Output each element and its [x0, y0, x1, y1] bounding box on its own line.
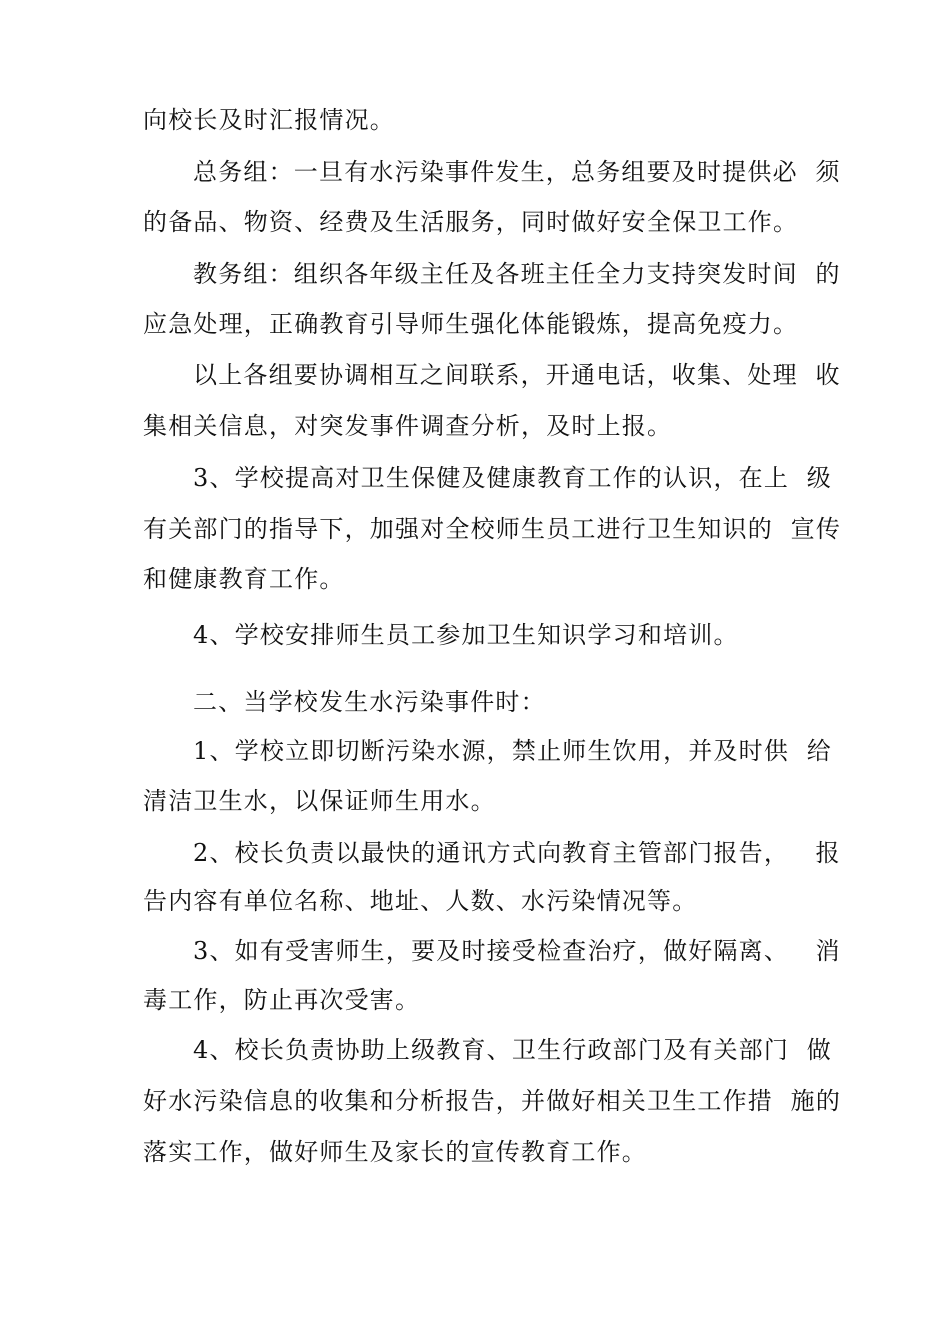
text-line: 毒工作，防止再次受害。	[143, 986, 421, 1014]
text-line: 教务组：组织各年级主任及各班主任全力支持突发时间 的	[193, 260, 841, 288]
text-line: 1、学校立即切断污染水源，禁止师生饮用，并及时供 给	[193, 737, 832, 765]
text-line: 总务组：一旦有水污染事件发生，总务组要及时提供必 须	[193, 158, 841, 186]
text-line: 向校长及时汇报情况。	[143, 106, 395, 134]
text-line: 4、学校安排师生员工参加卫生知识学习和培训。	[193, 621, 739, 649]
text-line: 3、学校提高对卫生保健及健康教育工作的认识，在上 级	[193, 464, 832, 492]
text-line: 告内容有单位名称、地址、人数、水污染情况等。	[143, 887, 698, 915]
text-line: 落实工作，做好师生及家长的宣传教育工作。	[143, 1138, 647, 1166]
text-line: 4、校长负责协助上级教育、卫生行政部门及有关部门 做	[193, 1036, 832, 1064]
text-line: 以上各组要协调相互之间联系，开通电话，收集、处理 收	[193, 361, 841, 389]
text-line: 的备品、物资、经费及生活服务，同时做好安全保卫工作。	[143, 208, 799, 236]
text-line: 清洁卫生水，以保证师生用水。	[143, 787, 496, 815]
text-line: 2、校长负责以最快的通讯方式向教育主管部门报告， 报	[193, 839, 841, 867]
text-line: 集相关信息，对突发事件调查分析，及时上报。	[143, 412, 673, 440]
text-line: 有关部门的指导下，加强对全校师生员工进行卫生知识的 宣传	[143, 515, 842, 543]
text-line: 和健康教育工作。	[143, 565, 345, 593]
text-line: 应急处理，正确教育引导师生强化体能锻炼，提高免疫力。	[143, 310, 799, 338]
text-line: 好水污染信息的收集和分析报告，并做好相关卫生工作措 施的	[143, 1087, 842, 1115]
text-line: 3、如有受害师生，要及时接受检查治疗，做好隔离、 消	[193, 937, 841, 965]
section-heading: 二、当学校发生水污染事件时：	[193, 688, 546, 716]
